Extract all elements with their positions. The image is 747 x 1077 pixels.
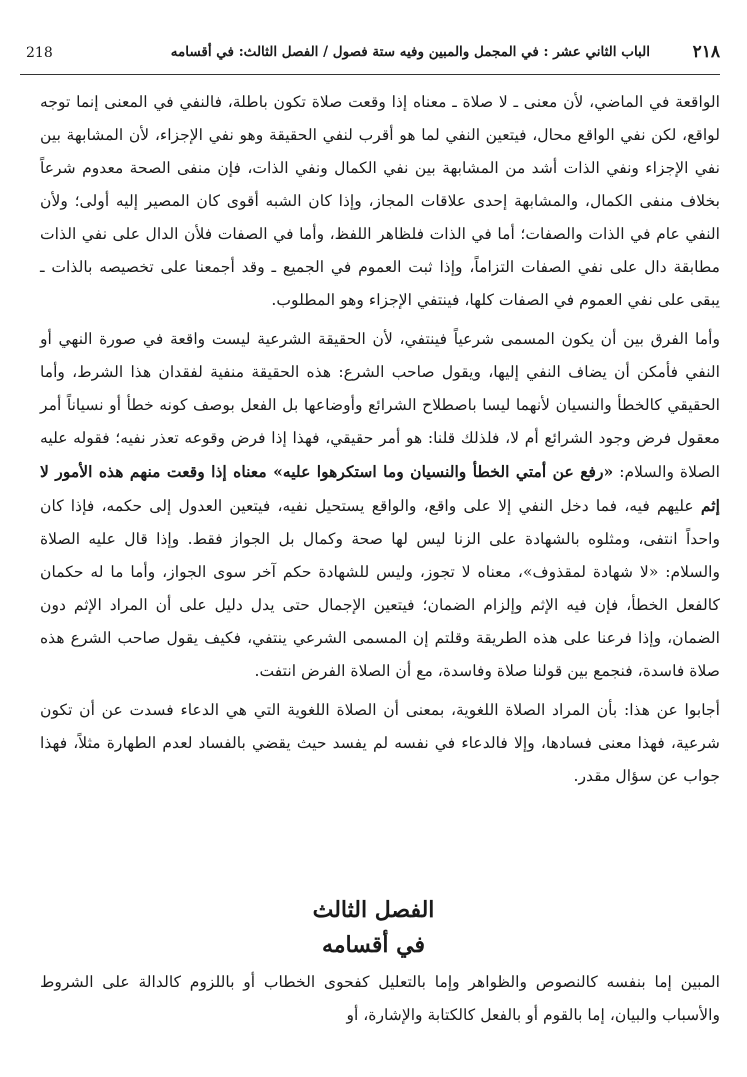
- body-text: [40, 86, 720, 793]
- text-line: وهو نفي الإجزاء، لأن المشابهة بين نفي الإجزاء ونفي الذات أشد من المشابهة بين نفي: [40, 126, 721, 177]
- section-paragraph: [40, 966, 720, 1032]
- text-line: فسدت عن أن تكون شرعية، فهذا معنى فسادها، وإلا فالدعاء في نفسه لم يفسد حيث: [40, 701, 720, 752]
- section-body-text: [40, 966, 720, 1032]
- text-line: المبين إما بنفسه كالنصوص والظواهر وإما بالتعليل كفحوى الخطاب أو باللزوم: [189, 973, 720, 991]
- paragraph-2: [40, 323, 720, 688]
- text-line: وإذا قال عليه الصلاة والسلام: «لا شهادة لمقذوف»، معناه لا تجوز، وليس للشهادة حكم: [40, 530, 720, 581]
- text-line-hadith: «رفع عن أمتي الخطأ والنسيان وما استكرهوا عليه» معناه إذا وقعت منهم هذه الأمور لا إثم: [40, 462, 720, 515]
- text-line: وأوضاعها بل الفعل بوصف كونه خطأ أو نسياناً أمر معقول فرض وجود الشرائع أم لا،: [40, 396, 721, 447]
- text-line: وأما الفرق بين أن يكون المسمى شرعياً فينتفي، لأن الحقيقة الشرعية ليست واقعة في: [142, 330, 720, 348]
- running-header: [20, 42, 720, 68]
- text-line: المعنى إنما توجه لواقع، لكن نفي الواقع محال، فيتعين النفي لما هو أقرب لنفي الحقيقة: [40, 93, 720, 144]
- text-line: عليهم فيه، فما دخل النفي إلا على واقع، والواقع يستحيل نفيه، فيتعين العدول إلى حكمه،: [101, 497, 694, 515]
- page-number-arabic: ٢١٨: [692, 42, 720, 62]
- header-rule: [20, 74, 720, 75]
- paragraph-3: [40, 694, 720, 793]
- text-line: تخصيصه بالذات ـ يبقى على نفي العموم في الصفات كلها، فينتفي الإجزاء وهو المطلوب.: [40, 258, 720, 309]
- text-line: علاقات المجاز، وإذا كان الشبه أقوى كان المصير إليه أولى؛ ولأن النفي عام في الذات: [40, 192, 720, 243]
- text-line: صورة النهي أو النفي فأمكن أن يضاف النفي إليها، ويقول صاحب الشرع: هذه الحقيقة: [40, 330, 720, 381]
- text-line: الإجمال حتى يدل دليل على أن المراد الإثم دون الضمان، وإذا فرعنا على هذه الطريقة: [40, 596, 720, 647]
- text-line: أجابوا عن هذا: بأن المراد الصلاة اللغوية، بمعنى أن الصلاة اللغوية التي هي الدعاء: [180, 701, 720, 719]
- text-line: فإذا كان واحداً انتفى، ومثلوه بالشهادة على الزنا ليس لها صحة وكمال بل الجواز فقط.: [40, 497, 720, 548]
- text-line: قولنا صلاة وفاسدة، مع أن الصلاة الفرض انتفت.: [254, 662, 563, 680]
- page-number-latin: 218: [26, 45, 53, 61]
- text-line: وقلتم إن المسمى الشرعي ينتفي، فكيف يقول صاحب الشرع هذه صلاة فاسدة، فنجمع بين: [40, 629, 720, 680]
- text-line: الكمال ونفي الذات، فإن منفى الصحة معدوم شرعاً بخلاف منفى الكمال، والمشابهة إحدى: [40, 159, 721, 210]
- text-line: كالدالة على الشروط والأسباب والبيان، إما بالقوم أو بالفعل كالكتابة والإشارة، أو: [40, 973, 720, 1024]
- text-line: والصفات؛ أما في الذات فلظاهر اللفظ، وأما في الصفات فلأن الدال على نفي الذات: [40, 225, 583, 243]
- text-line: يقضي بالفساد لعدم الطهارة مثلاً، فهذا جواب عن سؤال مقدر.: [40, 734, 720, 785]
- text-line: مطابقة دال على نفي الصفات التزاماً، وإذا ثبت العموم في الجميع ـ وقد أجمعنا على: [160, 258, 720, 276]
- section-subheading: في أقسامه: [321, 932, 426, 958]
- section-heading: الفصل الثالث: [312, 897, 435, 923]
- running-title: الباب الثاني عشر : في المجمل والمبين وفيه ستة فصول / الفصل الثالث: في أقسامه: [170, 44, 650, 60]
- text-line: منفية لفقدان هذا الشرط، وأما الحقيقي كالخطأ والنسيان لأنهما ليسا باصطلاح الشرائع: [40, 363, 720, 414]
- text-line: الواقعة في الماضي، لأن معنى ـ لا صلاة ـ معناه إذا وقعت صلاة تكون باطلة، فالنفي في: [153, 93, 720, 111]
- paragraph-1: [40, 86, 720, 317]
- text-line: آخر سوى الجواز، وأما ما له حكمان كالفعل الخطأ، فإن فيه الإثم وإلزام الضمان؛ فيتعين: [40, 563, 720, 614]
- text-line: فلذلك قلنا: هو أمر حقيقي، فهذا إذا فرض وقوعه تعذر نفيه؛ فقوله عليه الصلاة والسلام:: [40, 429, 720, 481]
